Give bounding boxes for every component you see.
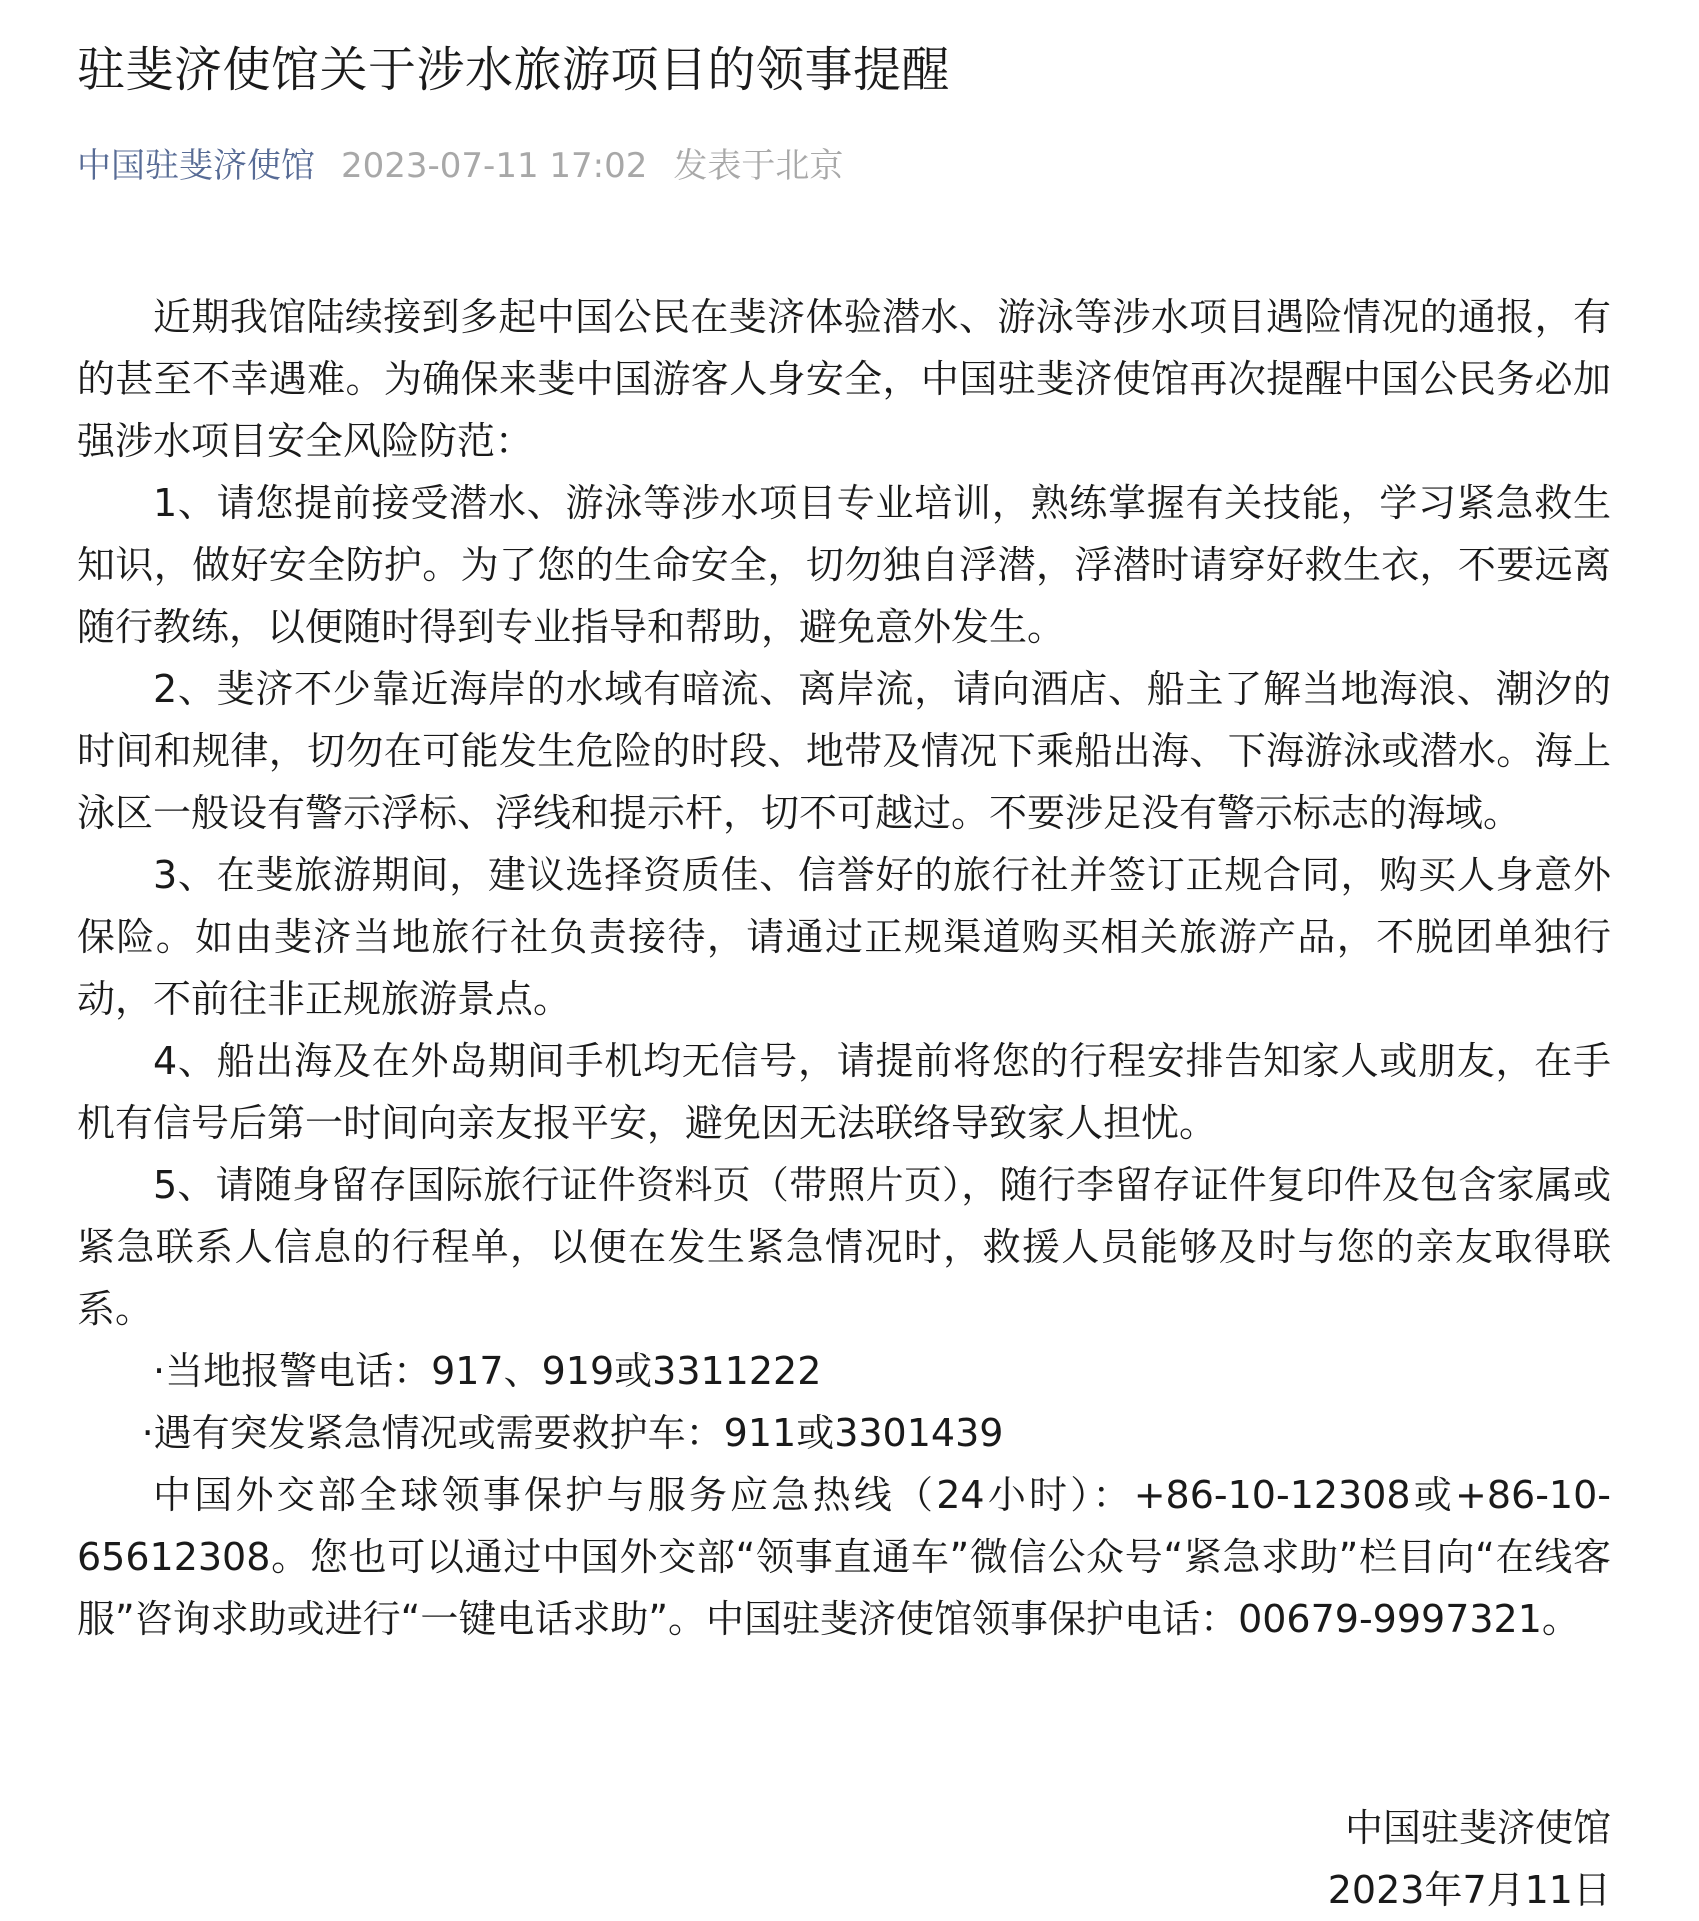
contact-police: ·当地报警电话：917、919或3311222 [153, 1349, 822, 1393]
paragraph-intro: 近期我馆陆续接到多起中国公民在斐济体验潜水、游泳等涉水项目遇险情况的通报，有的甚至不幸遇难。为确保来斐中国游客人身安全，中国驻斐济使馆再次提醒中国公民务必加强涉水项目安全风险防范： [77, 295, 1611, 463]
paragraph-item-1: 1、请您提前接受潜水、游泳等涉水项目专业培训，熟练掌握有关技能，学习紧急救生知识，做好安全防护。为了您的生命安全，切勿独自浮潜，浮潜时请穿好救生衣，不要远离随行教练，以便随时得到专业指导和帮助，避免意外发生。 [77, 481, 1611, 649]
signature-org: 中国驻斐济使馆 [1344, 1806, 1611, 1850]
paragraph-hotline: 中国外交部全球领事保护与服务应急热线（24小时）：+86-10-12308或+86-10-65612308。您也可以通过中国外交部“领事直通车”微信公众号“紧急求助”栏目向“在线客服”咨询求助或进行“一键电话求助”。中国驻斐济使馆领事保护电话：00679-9997321。 [77, 1473, 1611, 1641]
contact-emergency: ·遇有突发紧急情况或需要救护车：911或3301439 [141, 1411, 1004, 1455]
article-title: 驻斐济使馆关于涉水旅游项目的领事提醒 [77, 42, 951, 98]
article-meta [77, 142, 1611, 190]
paragraph-item-2: 2、斐济不少靠近海岸的水域有暗流、离岸流，请向酒店、船主了解当地海浪、潮汐的时间和规律，切勿在可能发生危险的时段、地带及情况下乘船出海、下海游泳或潜水。海上泳区一般设有警示浮标、浮线和提示杆，切不可越过。不要涉足没有警示标志的海域。 [77, 667, 1611, 835]
signature [1328, 1797, 1611, 1921]
author-link[interactable]: 中国驻斐济使馆 [77, 146, 315, 186]
paragraph-item-4: 4、船出海及在外岛期间手机均无信号，请提前将您的行程安排告知家人或朋友，在手机有信号后第一时间向亲友报平安，避免因无法联络导致家人担忧。 [77, 1039, 1611, 1145]
article-content [77, 286, 1611, 1650]
paragraph-item-3: 3、在斐旅游期间，建议选择资质佳、信誉好的旅行社并签订正规合同，购买人身意外保险。如由斐济当地旅行社负责接待，请通过正规渠道购买相关旅游产品，不脱团单独行动，不前往非正规旅游景点。 [77, 853, 1611, 1021]
signature-date: 2023年7月11日 [1327, 1868, 1611, 1912]
publish-time: 2023-07-11 17:02 [341, 146, 648, 186]
publish-location: 发表于北京 [673, 146, 844, 186]
paragraph-item-5: 5、请随身留存国际旅行证件资料页（带照片页），随行李留存证件复印件及包含家属或紧急联系人信息的行程单，以便在发生紧急情况时，救援人员能够及时与您的亲友取得联系。 [77, 1163, 1611, 1331]
